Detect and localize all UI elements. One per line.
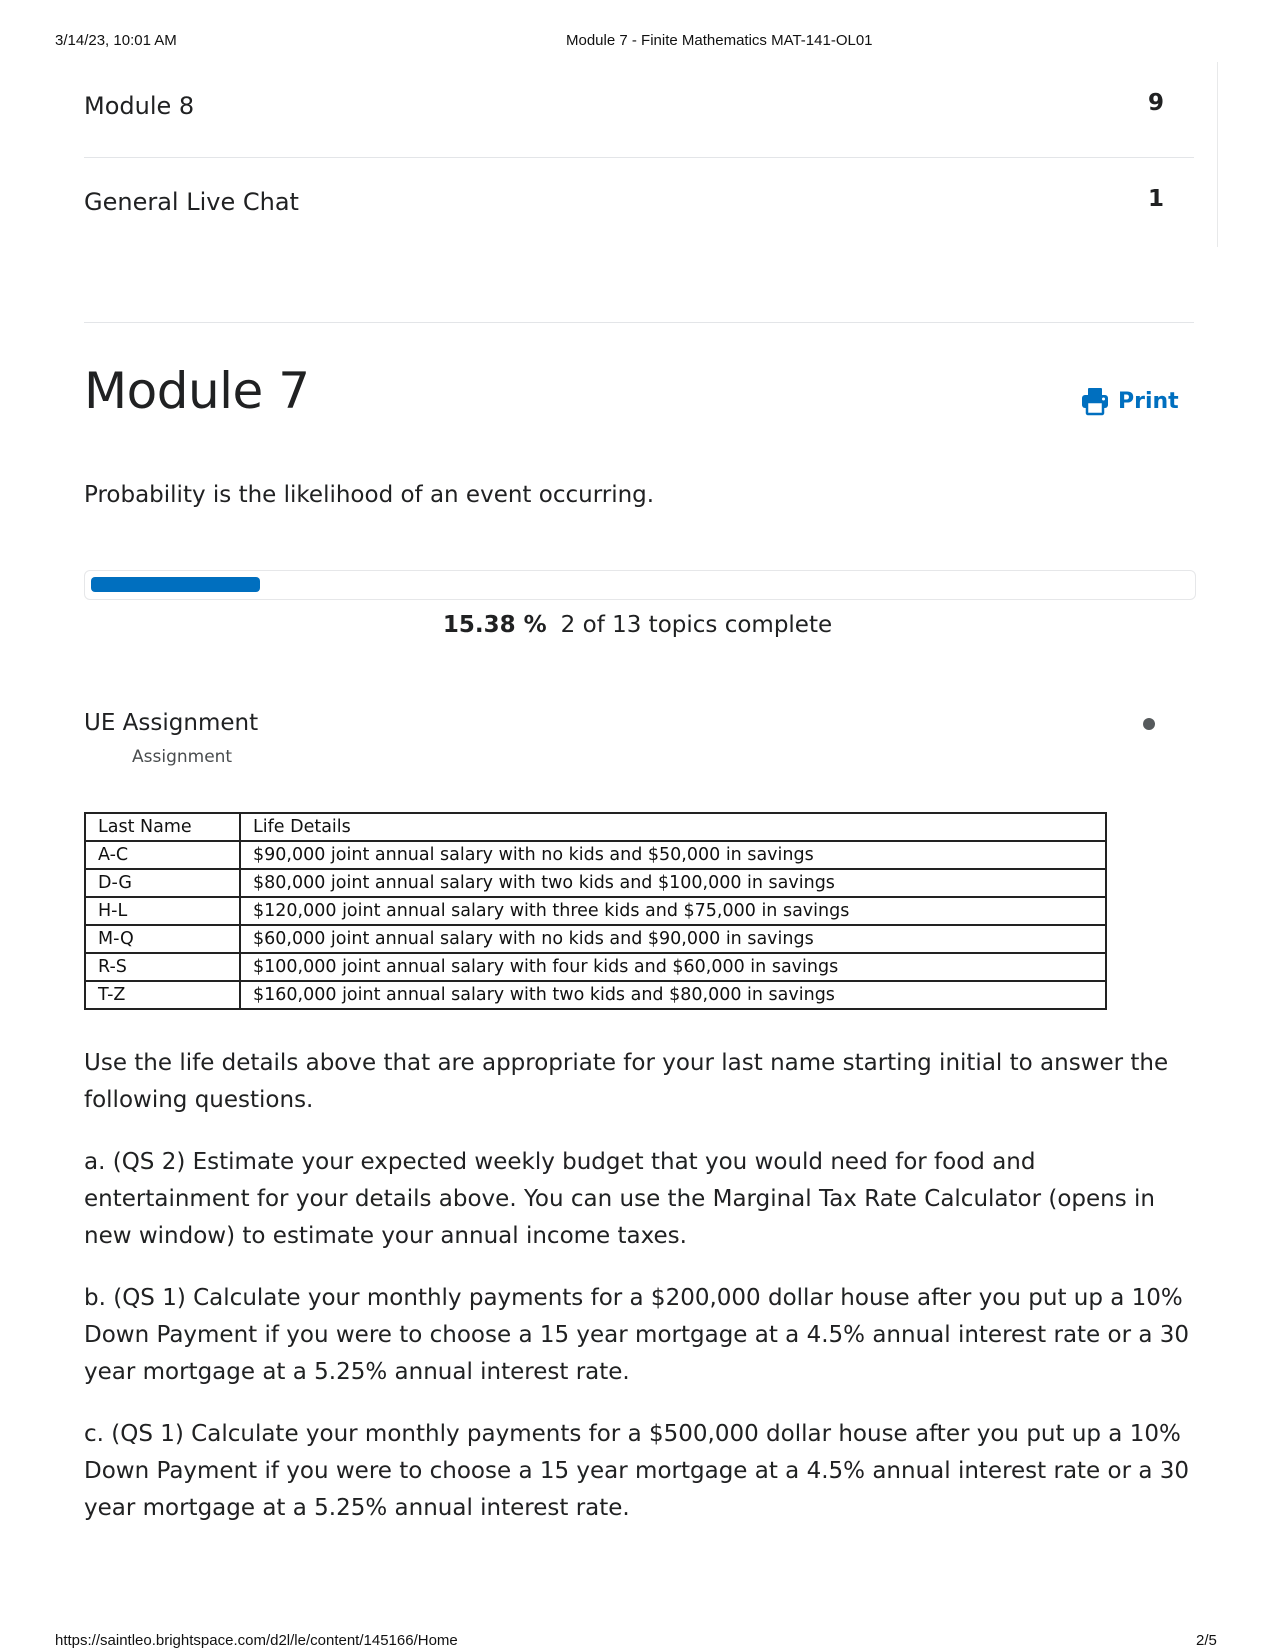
table-cell-last-name: M-Q	[85, 925, 240, 953]
page-title: Module 7	[84, 362, 310, 420]
divider	[84, 322, 1194, 323]
print-page-title: Module 7 - Finite Mathematics MAT-141-OL01	[566, 32, 873, 49]
table-cell-last-name: R-S	[85, 953, 240, 981]
table-row	[85, 897, 1106, 925]
table-cell-life-details: $100,000 joint annual salary with four kids and $60,000 in savings	[240, 953, 1106, 981]
life-details-table	[84, 812, 1107, 1010]
nav-item-count: 9	[1147, 90, 1164, 116]
topic-type: Assignment	[132, 747, 233, 767]
table-cell-life-details: $90,000 joint annual salary with no kids and $50,000 in savings	[240, 841, 1106, 869]
progress-bar-fill	[91, 577, 260, 592]
question-a: a. (QS 2) Estimate your expected weekly budget that you would need for food and entertainment for your details above. You can use the Marginal Tax Rate Calculator (opens in new window) to estimate your annual income taxes.	[84, 1149, 1156, 1249]
panel-edge	[1217, 62, 1218, 247]
table-cell-last-name: H-L	[85, 897, 240, 925]
question-c: c. (QS 1) Calculate your monthly payments for a $500,000 dollar house after you put up a 10% Down Payment if you were to choose a 15 year mortgage at a 4.5% annual interest rate or a 30 year mortgage at a 5.25% annual interest rate.	[84, 1421, 1190, 1521]
table-row	[85, 981, 1106, 1009]
print-label: Print	[1118, 388, 1179, 414]
unread-dot-icon	[1143, 718, 1155, 730]
instructions-text: Use the life details above that are appropriate for your last name starting initial to answer the following questions.	[84, 1050, 1169, 1113]
question-b: b. (QS 1) Calculate your monthly payments for a $200,000 dollar house after you put up a 10% Down Payment if you were to choose a 15 year mortgage at a 4.5% annual interest rate or a 30 year mortgage at a 5.25% annual interest rate.	[84, 1285, 1190, 1385]
nav-item-module-8[interactable]	[84, 80, 1194, 140]
progress-percent: 15.38 %	[442, 612, 547, 638]
column-header: Life Details	[240, 813, 1106, 841]
table-cell-life-details: $120,000 joint annual salary with three kids and $75,000 in savings	[240, 897, 1106, 925]
nav-item-label: General Live Chat	[84, 188, 299, 216]
table-row	[85, 953, 1106, 981]
table-header-row	[85, 813, 1106, 841]
table-row	[85, 925, 1106, 953]
nav-item-label: Module 8	[84, 92, 195, 120]
print-datetime: 3/14/23, 10:01 AM	[55, 32, 177, 49]
table-cell-life-details: $60,000 joint annual salary with no kids and $90,000 in savings	[240, 925, 1106, 953]
topic-link-ue-assignment[interactable]: UE Assignment	[84, 710, 259, 736]
progress-bar	[84, 570, 1196, 600]
table-cell-life-details: $80,000 joint annual salary with two kids and $100,000 in savings	[240, 869, 1106, 897]
table-row	[85, 869, 1106, 897]
module-description: Probability is the likelihood of an event occurring.	[84, 482, 655, 508]
table-cell-life-details: $160,000 joint annual salary with two kids and $80,000 in savings	[240, 981, 1106, 1009]
printer-icon	[1080, 386, 1110, 416]
nav-item-count: 1	[1147, 186, 1164, 212]
table-row	[85, 841, 1106, 869]
progress-topics-complete: 2 of 13 topics complete	[560, 612, 833, 638]
nav-item-general-live-chat[interactable]	[84, 176, 1194, 236]
column-header: Last Name	[85, 813, 240, 841]
table-cell-last-name: D-G	[85, 869, 240, 897]
table-cell-last-name: A-C	[85, 841, 240, 869]
print-url: https://saintleo.brightspace.com/d2l/le/content/145166/Home	[55, 1632, 458, 1649]
progress-summary	[0, 612, 1275, 638]
table-cell-last-name: T-Z	[85, 981, 240, 1009]
print-button[interactable]	[1080, 386, 1179, 416]
print-page-number: 2/5	[1196, 1632, 1217, 1649]
divider	[84, 157, 1194, 158]
